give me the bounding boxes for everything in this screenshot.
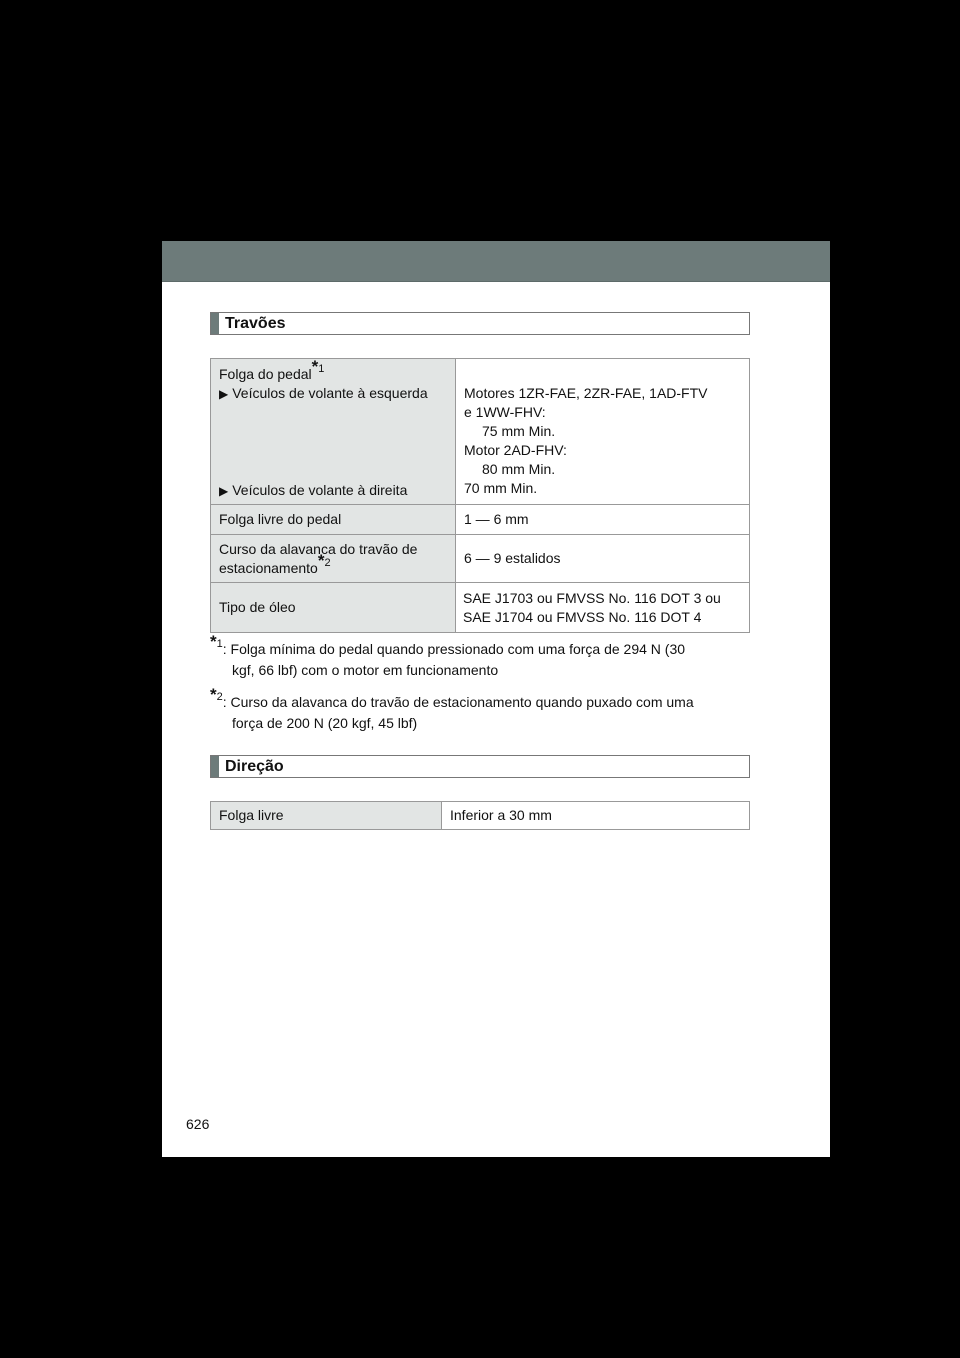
- page-number: 626: [186, 1116, 210, 1132]
- section-marker: [211, 313, 219, 334]
- section-title-brakes: Travões: [225, 315, 286, 332]
- footnote-2-line: $^{*2}$: Curso da alavanca do travão de estacionamento quando puxado com uma: [210, 685, 694, 710]
- pedal-clearance-value-cell: [456, 359, 750, 505]
- parking-brake-value: 6 — 9 estalidos: [456, 535, 750, 583]
- triangle-bullet-icon: ▶: [219, 387, 229, 401]
- fluid-type-value-line: SAE J1704 ou FMVSS No. 116 DOT 4: [463, 608, 702, 625]
- triangle-bullet-icon: ▶: [219, 484, 229, 498]
- table-row-parking-brake: [211, 535, 750, 583]
- lhd-value-line: 75 mm Min.: [482, 423, 556, 439]
- lhd-value-line: e 1WW-FHV:: [464, 404, 546, 420]
- section-header-brakes: [210, 312, 750, 335]
- footnote-2-line: força de 200 N (20 kgf, 45 lbf): [232, 715, 418, 731]
- fluid-type-value-line: SAE J1703 ou FMVSS No. 116 DOT 3 ou: [463, 589, 721, 606]
- table-row-pedal-free-play: [211, 505, 750, 535]
- steering-spec-table: [210, 801, 750, 830]
- lhd-label: ▶ Veículos de volante à esquerda: [219, 385, 428, 401]
- table-row-fluid-type: [211, 583, 750, 633]
- pedal-free-play-label: Folga livre do pedal: [211, 505, 456, 535]
- footnote-2: [210, 685, 750, 734]
- table-row-pedal-clearance: [211, 359, 750, 505]
- header-band: [162, 241, 830, 282]
- footnote-1: [210, 632, 750, 681]
- footnote-1-line: $^{*1}$: Folga mínima do pedal quando pressionado com uma força de 294 N (30: [210, 632, 686, 657]
- footnote-1-line: kgf, 66 lbf) com o motor em funcionamento: [232, 662, 499, 678]
- parking-brake-label-cell: [211, 535, 456, 583]
- pedal-clearance-label: Folga do pedal$^{*1}$: [219, 357, 325, 382]
- lhd-value-line: Motor 2AD-FHV:: [464, 442, 567, 458]
- lhd-value-line: Motores 1ZR-FAE, 2ZR-FAE, 1AD-FTV: [464, 385, 708, 401]
- steering-free-play-value: Inferior a 30 mm: [442, 802, 750, 830]
- section-header-steering: [210, 755, 750, 778]
- section-title-steering: Direção: [225, 758, 284, 775]
- manual-page: [162, 241, 830, 1157]
- pedal-free-play-value: 1 — 6 mm: [456, 505, 750, 535]
- fluid-type-label: Tipo de óleo: [211, 583, 456, 633]
- rhd-value: 70 mm Min.: [464, 480, 538, 496]
- pedal-clearance-label-cell: [211, 359, 456, 505]
- section-marker: [211, 756, 219, 777]
- parking-brake-label-line: Curso da alavanca do travão de: [219, 540, 418, 557]
- steering-free-play-label: Folga livre: [211, 802, 442, 830]
- fluid-type-value-cell: [456, 583, 750, 633]
- brakes-spec-table: [210, 358, 750, 633]
- rhd-label: ▶ Veículos de volante à direita: [219, 482, 408, 498]
- parking-brake-label-line: estacionamento$^{*2}$: [219, 550, 331, 576]
- table-row-steering-free-play: [211, 802, 750, 830]
- lhd-value-line: 80 mm Min.: [482, 461, 556, 477]
